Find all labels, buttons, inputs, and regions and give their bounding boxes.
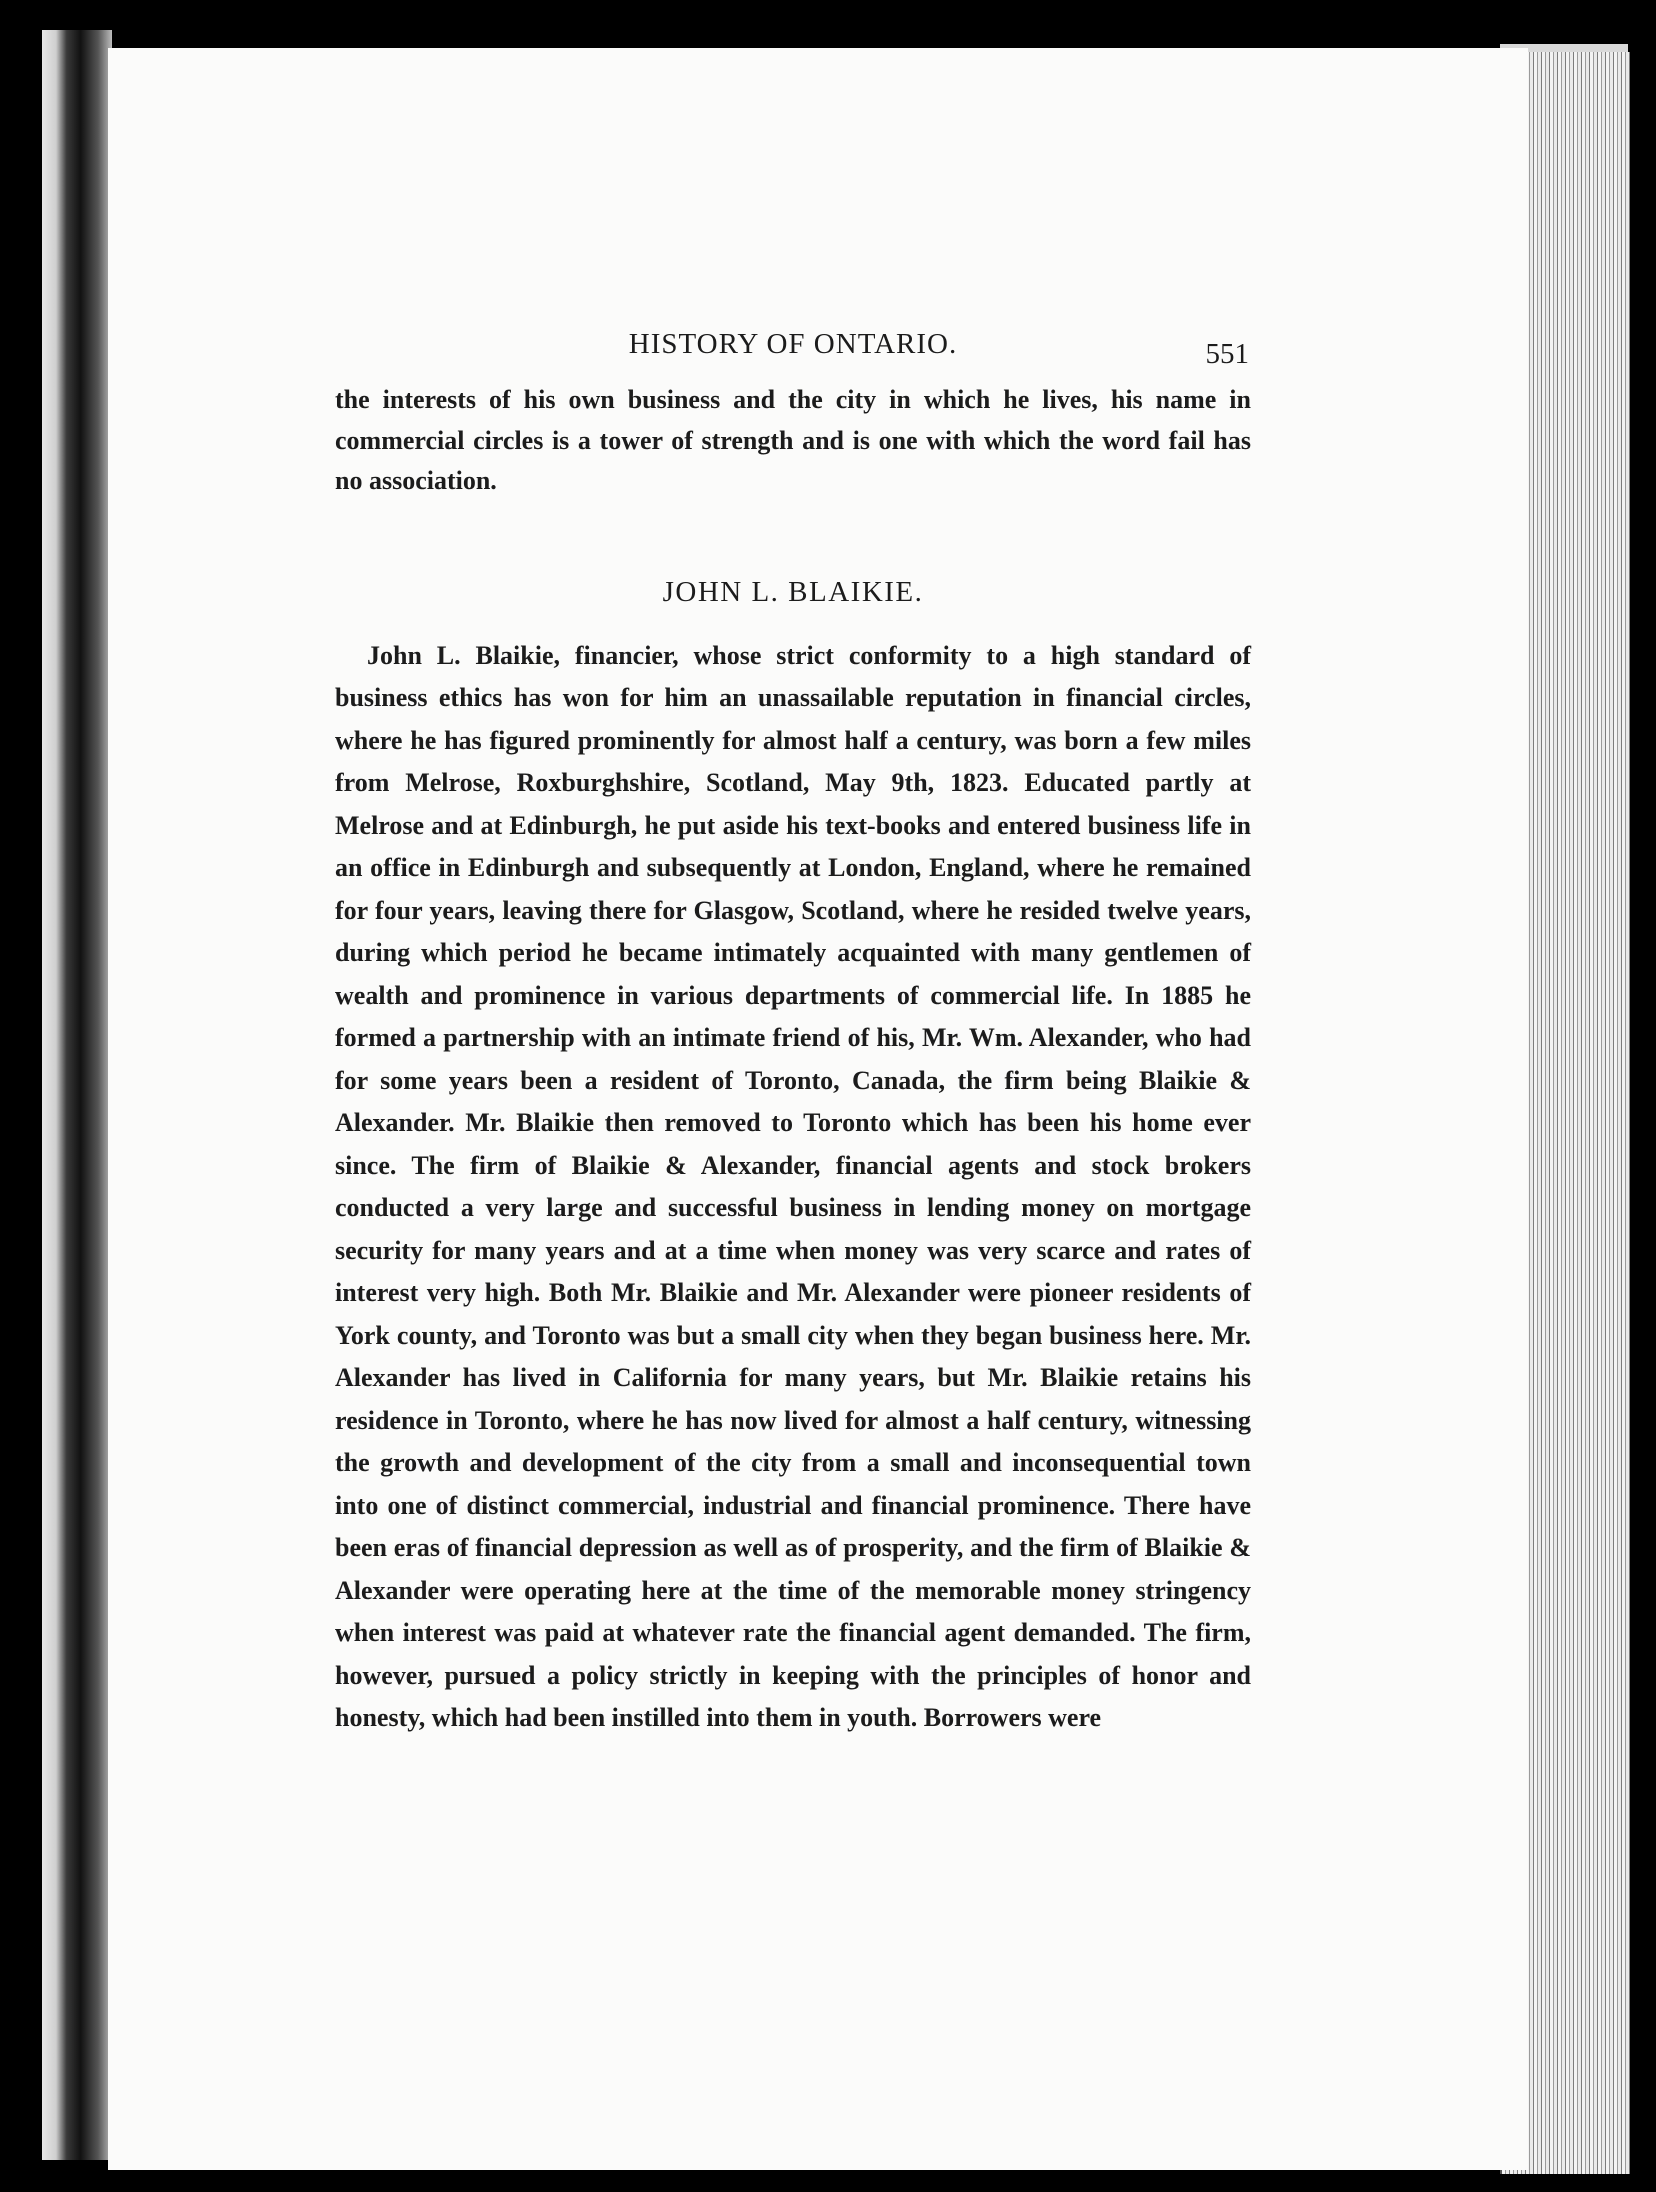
page-number: 551 <box>1205 338 1249 370</box>
section-title: JOHN L. BLAIKIE. <box>662 575 924 608</box>
page-text <box>335 320 1251 1740</box>
continued-paragraph: the interests of his own business and the city in which he lives, his name in commercial circles is a tower of strength and is one with which the word fail has no association. <box>335 385 1251 495</box>
running-title: HISTORY OF ONTARIO. <box>628 328 958 360</box>
biography-paragraph: John L. Blaikie, financier, whose strict conformity to a high standard of business ethics has won for him an unassailable reputation in financial circles, where he has figured prominently for almost half a century, was born a few miles from Melrose, Roxburghshire, Scotland, May 9th, 1823. Educated partly at Melrose and at Edinburgh, he put aside his text-books and entered business life in an office in Edinburgh and subsequently at London, England, where he remained for four years, leaving there for Glasgow, Scotland, where he resided twelve years, during which period he became intimately acquainted with many gentlemen of wealth and prominence in various departments of commercial life. In 1885 he formed a partnership with an intimate friend of his, Mr. Wm. Alexander, who had for some years been a resident of Toronto, Canada, the firm being Blaikie & Alexander. Mr. Blaikie then removed to Toronto which has been his home ever since. The firm of Blaikie & Alexander, financial agents and stock brokers conducted a very large and successful business in lending money on mortgage security for many years and at a time when money was very scarce and rates of interest very high. Both Mr. Blaikie and Mr. Alexander were pioneer residents of York county, and Toronto was but a small city when they began business here. Mr. Alexander has lived in California for many years, but Mr. Blaikie retains his residence in Toronto, where he has now lived for almost a half century, witnessing the growth and development of the city from a small and inconsequential town into one of distinct commercial, industrial and financial prominence. There have been eras of financial depression as well as of prosperity, and the firm of Blaikie & Alexander were operating here at the time of the memorable money stringency when interest was paid at whatever rate the financial agent demanded. The firm, however, pursued a policy strictly in keeping with the principles of honor and honesty, which had been instilled into them in youth. Borrowers were <box>335 640 1251 1732</box>
facing-page-edge <box>42 30 112 2160</box>
running-head <box>335 320 1251 380</box>
